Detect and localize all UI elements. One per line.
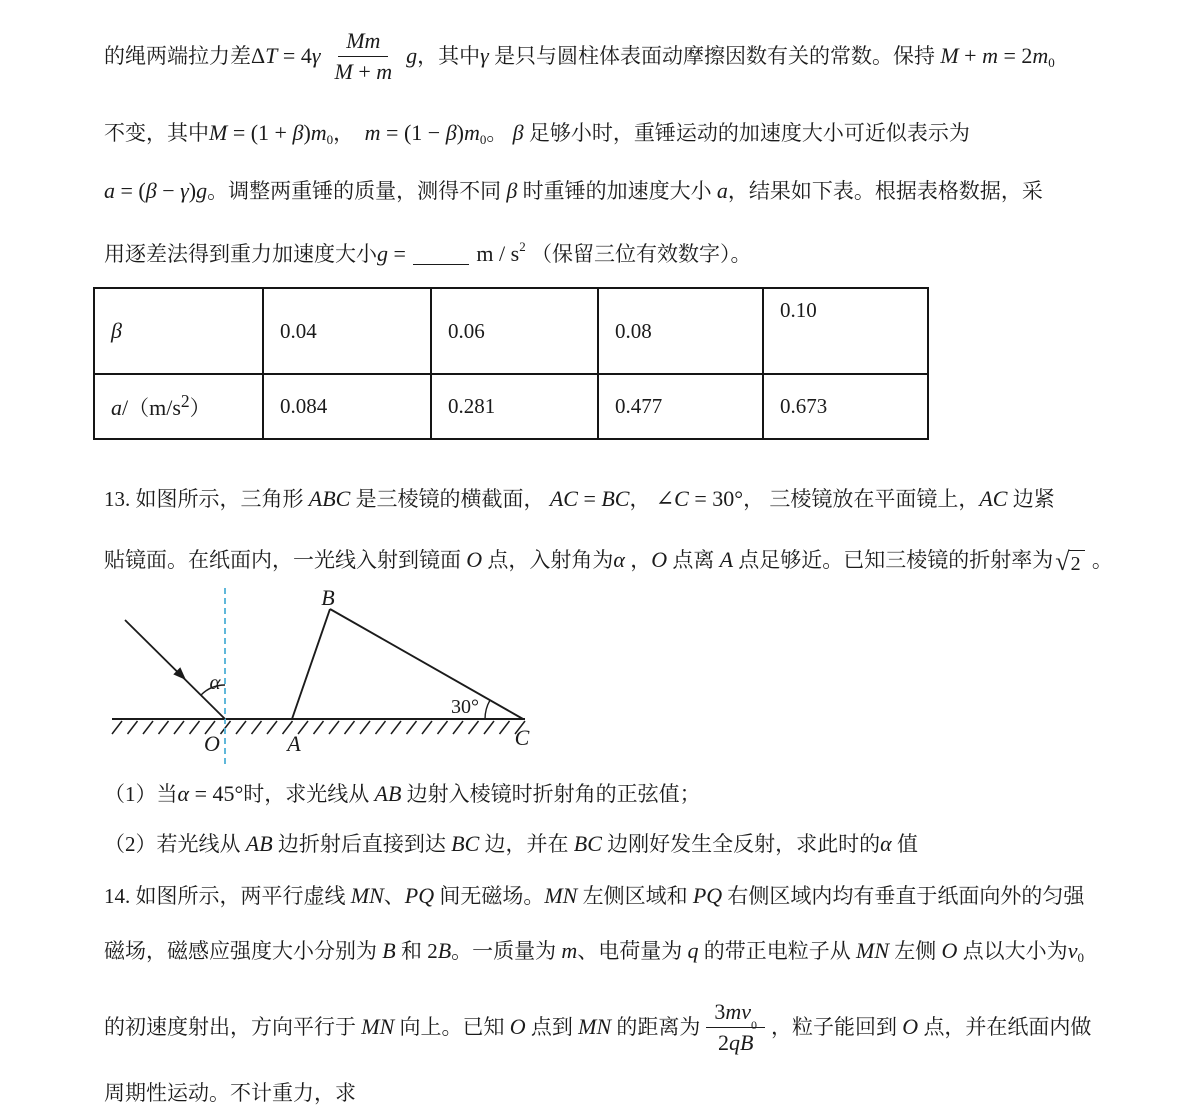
angle-c-label: 30° (451, 696, 479, 718)
angle-C-arc (485, 700, 490, 719)
question-14-line-4: 周期性运动。不计重力，求 (104, 1080, 356, 1105)
paragraph-line-tension-formula: 的绳两端拉力差 Δ T = 4 γ $\frac{Mm}{M + m}$ g ，其中 γ 是只与圆柱体表面动摩擦因数有关的常数。保持 M + m = 2 m $_0$ (104, 28, 1055, 84)
alpha-label: α (209, 670, 221, 694)
table-cell: 0.477 (598, 374, 763, 439)
mirror-hatching (112, 721, 525, 734)
question-13-part-1: （1）当 α = 45° 时，求光线从 AB 边射入棱镜时折射角的正弦值； (104, 781, 701, 806)
table-row-acceleration (94, 374, 928, 439)
question-13-line-2: 贴镜面。在纸面内，一光线入射到镜面 O 点，入射角为 α ， O 点离 A 点足够近。已知三棱镜的折射率为 √ 2 。 (104, 547, 1113, 576)
table-cell: 0.06 (431, 288, 598, 374)
question-14-line-2: 磁场，磁感应强度大小分别为 B 和 2 B 。一质量为 m 、电荷量为 q 的带正电粒子从 MN 左侧 O 点以大小为 v $_0$ (104, 938, 1084, 965)
table-cell: 0.08 (598, 288, 763, 374)
vertex-label-C: C (514, 725, 530, 750)
prism-edge-AB (292, 609, 330, 719)
paragraph-line-acceleration-formula: a = ( β − γ ) g 。调整两重锤的质量，测得不同 β 时重锤的加速度大小 a ，结果如下表。根据表格数据，采 (104, 178, 1043, 203)
data-table (93, 287, 929, 440)
question-13-part-2: （2）若光线从 AB 边折射后直接到达 BC 边，并在 BC 边刚好发生全反射，求此时的 α 值 (104, 831, 918, 856)
table-cell: 0.04 (263, 288, 431, 374)
vertex-label-B: B (321, 588, 335, 610)
table-cell: 0.10 (763, 288, 928, 374)
table-cell: 0.281 (431, 374, 598, 439)
prism-mirror-figure (104, 588, 544, 770)
question-13-line-1: 13. 如图所示，三角形 ABC 是三棱镜的横截面， AC = BC ， ∠ C = 30° ， 三棱镜放在平面镜上， AC 边紧 (104, 486, 1055, 511)
table-header-beta: β (94, 288, 263, 374)
paragraph-line-g-blank: 用逐差法得到重力加速度大小 g = m / s $^2$ （保留三位有效数字）。 (104, 239, 752, 266)
prism-edge-BC (330, 609, 523, 719)
table-cell: 0.673 (763, 374, 928, 439)
table-cell: 0.084 (263, 374, 431, 439)
table-header-acceleration: $a/(m/s^2)$ (94, 374, 263, 439)
vertex-label-A: A (287, 731, 301, 756)
question-14-line-3: 的初速度射出，方向平行于 MN 向上。已知 O 点到 MN 的距离为 $\frac{3mv_0}{2qB}$ ，粒子能回到 O 点，并在纸面内做 (104, 999, 1092, 1055)
table-row-beta (94, 288, 928, 374)
question-14-line-1: 14. 如图所示，两平行虚线 MN 、 PQ 间无磁场。 MN 左侧区域和 PQ 右侧区域内均有垂直于纸面向外的匀强 (104, 883, 1085, 908)
point-label-O: O (204, 731, 220, 756)
paragraph-line-mass-definitions: 不变，其中 M = (1 + β ) m $_0$ ， m = (1 − β ) m $_0$ 。 β 足够小时，重锤运动的加速度大小可近似表示为 (104, 120, 970, 147)
